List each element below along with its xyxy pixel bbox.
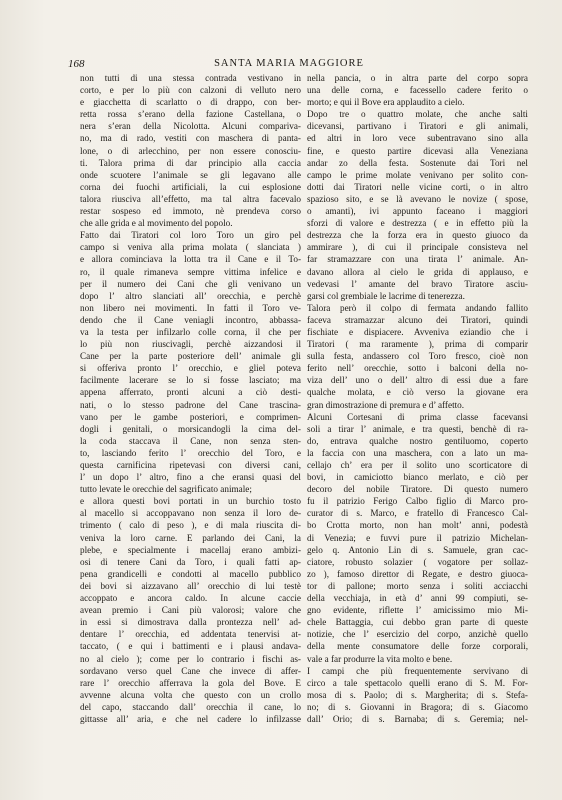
text-line: la coda staccava il Cane, non senza sten- bbox=[80, 435, 301, 446]
text-line: no, ma di rado, vestiti con maschera di panta- bbox=[80, 133, 301, 144]
text-line: dogli i genitali, o morsicandogli la cima del- bbox=[80, 423, 301, 434]
text-line: qualche molata, e ciò verso la giovane era bbox=[307, 387, 528, 398]
text-line: sulla festa, andassero col Toro fresco, cioè non bbox=[307, 351, 528, 362]
text-line: plebe, e specialmente i macellaj erano ambizi- bbox=[80, 544, 301, 555]
text-line: mosa di s. Paolo; di s. Margherita; di s. Stefa- bbox=[307, 689, 528, 700]
text-line: gittasse all’ aria, e che nel cadere lo infilzasse bbox=[80, 713, 301, 724]
text-line: dentare l’ orecchia, ed addentata tenervisi at- bbox=[80, 629, 301, 640]
text-line: corna dei fuochi artificiali, la cui esplosione bbox=[80, 181, 301, 192]
text-line: fischiate e dispiacere. Avveniva eziandio che i bbox=[307, 326, 528, 337]
text-line: no al cielo ); come per lo contrario i fischi as- bbox=[80, 653, 301, 664]
text-line: vedevasi l’ amante del bravo Tiratore asciu- bbox=[307, 278, 528, 289]
text-line: ammirare ), di cui il principale consisteva nel bbox=[307, 242, 528, 253]
text-line: do, entrava qualche nostro gentiluomo, coperto bbox=[307, 435, 528, 446]
page-header bbox=[68, 58, 510, 72]
text-line: talora riusciva all’effetto, ma tal altra facevalo bbox=[80, 193, 301, 204]
text-line: curator di s. Marco, e fratello di Francesco Cal- bbox=[307, 508, 528, 519]
text-line: Fatto dai Tiratori col loro Toro un giro pel bbox=[80, 230, 301, 241]
text-line: e allora cominciava la lotta tra il Cane e il To- bbox=[80, 254, 301, 265]
text-line: pena grandicelli e condotti al macello pubblico bbox=[80, 568, 301, 579]
text-line: dall’ Orio; di s. Barnaba; di s. Geremia; nel- bbox=[307, 713, 528, 724]
text-line: in essi si dimostrava dalla prontezza nell’ ad- bbox=[80, 617, 301, 628]
text-line: una delle corna, e facessello cadere ferito o bbox=[307, 85, 528, 96]
text-line: morto; e qui il Bove era applaudito a cielo. bbox=[307, 97, 465, 108]
text-line: notizie, che l’ esercizio del corpo, anzichè quello bbox=[307, 629, 528, 640]
text-line: avvenne alcuna volta che questo con un crollo bbox=[80, 689, 301, 700]
text-line: Talora però il colpo di fermata andando fallito bbox=[307, 302, 528, 313]
text-line: taccato, ( e qui i battimenti e i plausi andava- bbox=[80, 641, 301, 652]
text-line: dendo che il Cane veniagli incontro, abbassa- bbox=[80, 314, 301, 325]
text-line: viza dell’ uno o dell’ altro di essi due a fare bbox=[307, 375, 528, 386]
text-line: onde scuotere l’animale se gli legavano alle bbox=[80, 169, 301, 180]
text-line: Dopo tre o quattro molate, che anche salti bbox=[307, 109, 528, 120]
text-line: davano allora al cielo le grida di applauso, e bbox=[307, 266, 528, 277]
text-line: trimento ( calo di peso ), e di mala riuscita di- bbox=[80, 520, 301, 531]
text-line: circo a tale spettacolo quelli erano di S. M. For- bbox=[307, 677, 528, 688]
text-line: restar sospeso ed immoto, nè prendeva corso bbox=[80, 206, 301, 217]
text-line: ferito nell’ orecchie, sotto i balconi della no- bbox=[307, 363, 528, 374]
text-line: gno evidente, riflette l’ amicissimo mio Mi- bbox=[307, 605, 528, 616]
text-line: dei bovi si aizzavano all’ orecchio di lui testè bbox=[80, 580, 301, 591]
text-line: della vecchiaja, in età d’ anni 99 compiuti, se- bbox=[307, 593, 528, 604]
text-line: chele Battaggia, cui debbo gran parte di queste bbox=[307, 617, 528, 628]
text-line: del capo, staccando dall’ orecchia il cane, lo bbox=[80, 701, 301, 712]
text-line: e allora questi bovi portati in un burchio tosto bbox=[80, 496, 301, 507]
text-line: corto, e per lo più con calzoni di velluto nero bbox=[80, 85, 301, 96]
text-line: fu il patrizio Ferigo Calbo figlio di Marco pro- bbox=[307, 496, 528, 507]
text-line: sordavano verso quel Cane che invece di affer- bbox=[80, 665, 301, 676]
text-line: Alcuni Cortesani di prima classe facevansi bbox=[307, 411, 528, 422]
text-line: e giacchetta di scarlatto o di drappo, con ber- bbox=[80, 97, 301, 108]
text-line: dotti dai Tiratori nelle vicine corti, o in altro bbox=[307, 181, 528, 192]
text-line: non tutti di una stessa contrada vestivano in bbox=[80, 73, 301, 83]
text-line: sforzi di valore e destrezza ( e in effetto più la bbox=[307, 218, 528, 229]
text-line: l’ un dopo l’ altro, fino a che eransi quasi del bbox=[80, 472, 301, 483]
text-line: al macello si accoppavano non senza il loro de- bbox=[80, 508, 301, 519]
text-line: far stramazzare con una tirata l’ animale. An- bbox=[307, 254, 528, 265]
text-line: che alle grida e al movimento del popolo. bbox=[80, 218, 233, 229]
text-line: ed altri in loro vece subentravano sino alla bbox=[307, 133, 528, 144]
text-line: rare l’ orecchio afferrava la gola del Bove. E bbox=[80, 677, 301, 688]
text-line: soli a tirar l’ animale, e tra questi, benchè di ra- bbox=[307, 423, 528, 434]
text-line: facilmente lacerare se lo si fosse lasciato; ma bbox=[80, 375, 301, 386]
text-line: per il numero dei Cani che gli venivano un bbox=[80, 278, 301, 289]
text-line: dicevansi, partivano i Tiratori e gli animali, bbox=[307, 121, 528, 132]
running-title: SANTA MARIA MAGGIORE bbox=[214, 58, 364, 69]
page-number: 168 bbox=[68, 58, 85, 70]
text-line: faceva stramazzar alcuno dei Tiratori, quindi bbox=[307, 314, 528, 325]
text-line: campo si veniva alla prima molata ( slanciata ) bbox=[80, 242, 301, 253]
text-line: dopo l’ altro slanciati all’ orecchia, e perchè bbox=[80, 290, 301, 301]
text-line: I campi che più frequentemente servivano di bbox=[307, 665, 528, 676]
text-line: campo le prime molate venivano per solito con- bbox=[307, 169, 528, 180]
text-line: decoro del nobile Tiratore. Di questo numero bbox=[307, 484, 528, 495]
text-line: avean premio i Cani più valorosi; valore che bbox=[80, 605, 301, 616]
text-line: o amanti), ivi appunto faceano i maggiori bbox=[307, 206, 528, 217]
text-line: veniva la loro carne. E parlando dei Cani, la bbox=[80, 532, 301, 543]
text-line: gran dimostrazione di premura e d’ affetto. bbox=[307, 399, 465, 410]
text-line: va la testa per infilzarlo colle corna, il che per bbox=[80, 326, 301, 337]
text-line: tor di pallone; morto senza i soliti acciacchi bbox=[307, 580, 528, 591]
text-line: zo ), famoso direttor di Regate, e destro giuoca- bbox=[307, 568, 528, 579]
text-line: nella pancia, o in altra parte del corpo sopra bbox=[307, 73, 528, 83]
text-line: retta rossa s’erano della fazione Castellana, o bbox=[80, 109, 301, 120]
text-line: lo più non riuscivagli, perchè aizzandosi il bbox=[80, 339, 301, 350]
text-line: spazioso sito, e se là avevano le novize ( spose, bbox=[307, 193, 528, 204]
text-column-left bbox=[80, 72, 301, 780]
text-line: la faccia con una maschera, con a lato un ma- bbox=[307, 447, 528, 458]
text-line: di Venezia; e fuvvi pure il patrizio Michelan- bbox=[307, 532, 528, 543]
text-line: destrezza che la forza era in questo giuoco da bbox=[307, 230, 528, 241]
text-line: vano per le gambe posteriori, e comprimen- bbox=[80, 411, 301, 422]
text-line: Cane per la parte posteriore dell’ animale gli bbox=[80, 351, 301, 362]
text-line: non libero nei movimenti. In fatti il Toro ve- bbox=[80, 302, 301, 313]
text-line: della mente consumatore delle forze corporali, bbox=[307, 641, 528, 652]
text-line: ro, il quale rimaneva sempre vittima infelice e bbox=[80, 266, 301, 277]
text-line: appena afferrato, pronti alcuni a ciò desti- bbox=[80, 387, 301, 398]
text-line: nera s’eran della Nicolotta. Alcuni compariva- bbox=[80, 121, 301, 132]
text-line: si offeriva pronto l’ orecchio, e gliel poteva bbox=[80, 363, 301, 374]
text-column-right bbox=[307, 72, 528, 780]
text-line: questa carnificina ripetevasi con diversi cani, bbox=[80, 460, 301, 470]
text-line: gelo q. Antonio Lin di s. Samuele, gran cac- bbox=[307, 544, 528, 555]
text-line: vale a far produrre la vita molto e bene. bbox=[307, 653, 453, 664]
text-line: garsi col grembiale le lacrime di tenerezza. bbox=[307, 290, 465, 301]
text-line: ciatore, robusto solazier ( vogatore per sollaz- bbox=[307, 556, 528, 567]
text-line: bovi, in camiciotto bianco merlato, e ciò per bbox=[307, 472, 528, 483]
text-line: bo Crotta morto, non han molt’ anni, podestà bbox=[307, 520, 528, 531]
text-line: nati, o lo stesso padrone del Cane trascina- bbox=[80, 399, 301, 410]
text-line: fine, e questo partire dicevasi alla Veneziana bbox=[307, 145, 528, 156]
text-line: to, lasciando ferito l’ orecchio del Toro, e bbox=[80, 447, 301, 458]
text-columns bbox=[80, 72, 528, 780]
text-line: accoppato e ancora caldo. In alcune caccie bbox=[80, 593, 301, 604]
text-line: ti. Talora prima di dar principio alla caccia bbox=[80, 157, 301, 168]
text-line: andar zo della festa. Sostenute dai Tori nel bbox=[307, 157, 528, 168]
text-line: no; di s. Giovanni in Bragora; di s. Giacomo bbox=[307, 701, 528, 712]
text-line: osi di tenere Cani da Toro, i quali fatti ap- bbox=[80, 556, 301, 567]
text-line: lone, o di arlecchino, per non essere conosciu- bbox=[80, 145, 301, 156]
text-line: cellajo ch’ era per il solito uno scorticatore di bbox=[307, 460, 528, 470]
text-line: Tiratori ( ma raramente ), prima di comparir bbox=[307, 339, 528, 350]
text-line: tutto levate le orecchie del sagrificato animale; bbox=[80, 484, 252, 495]
